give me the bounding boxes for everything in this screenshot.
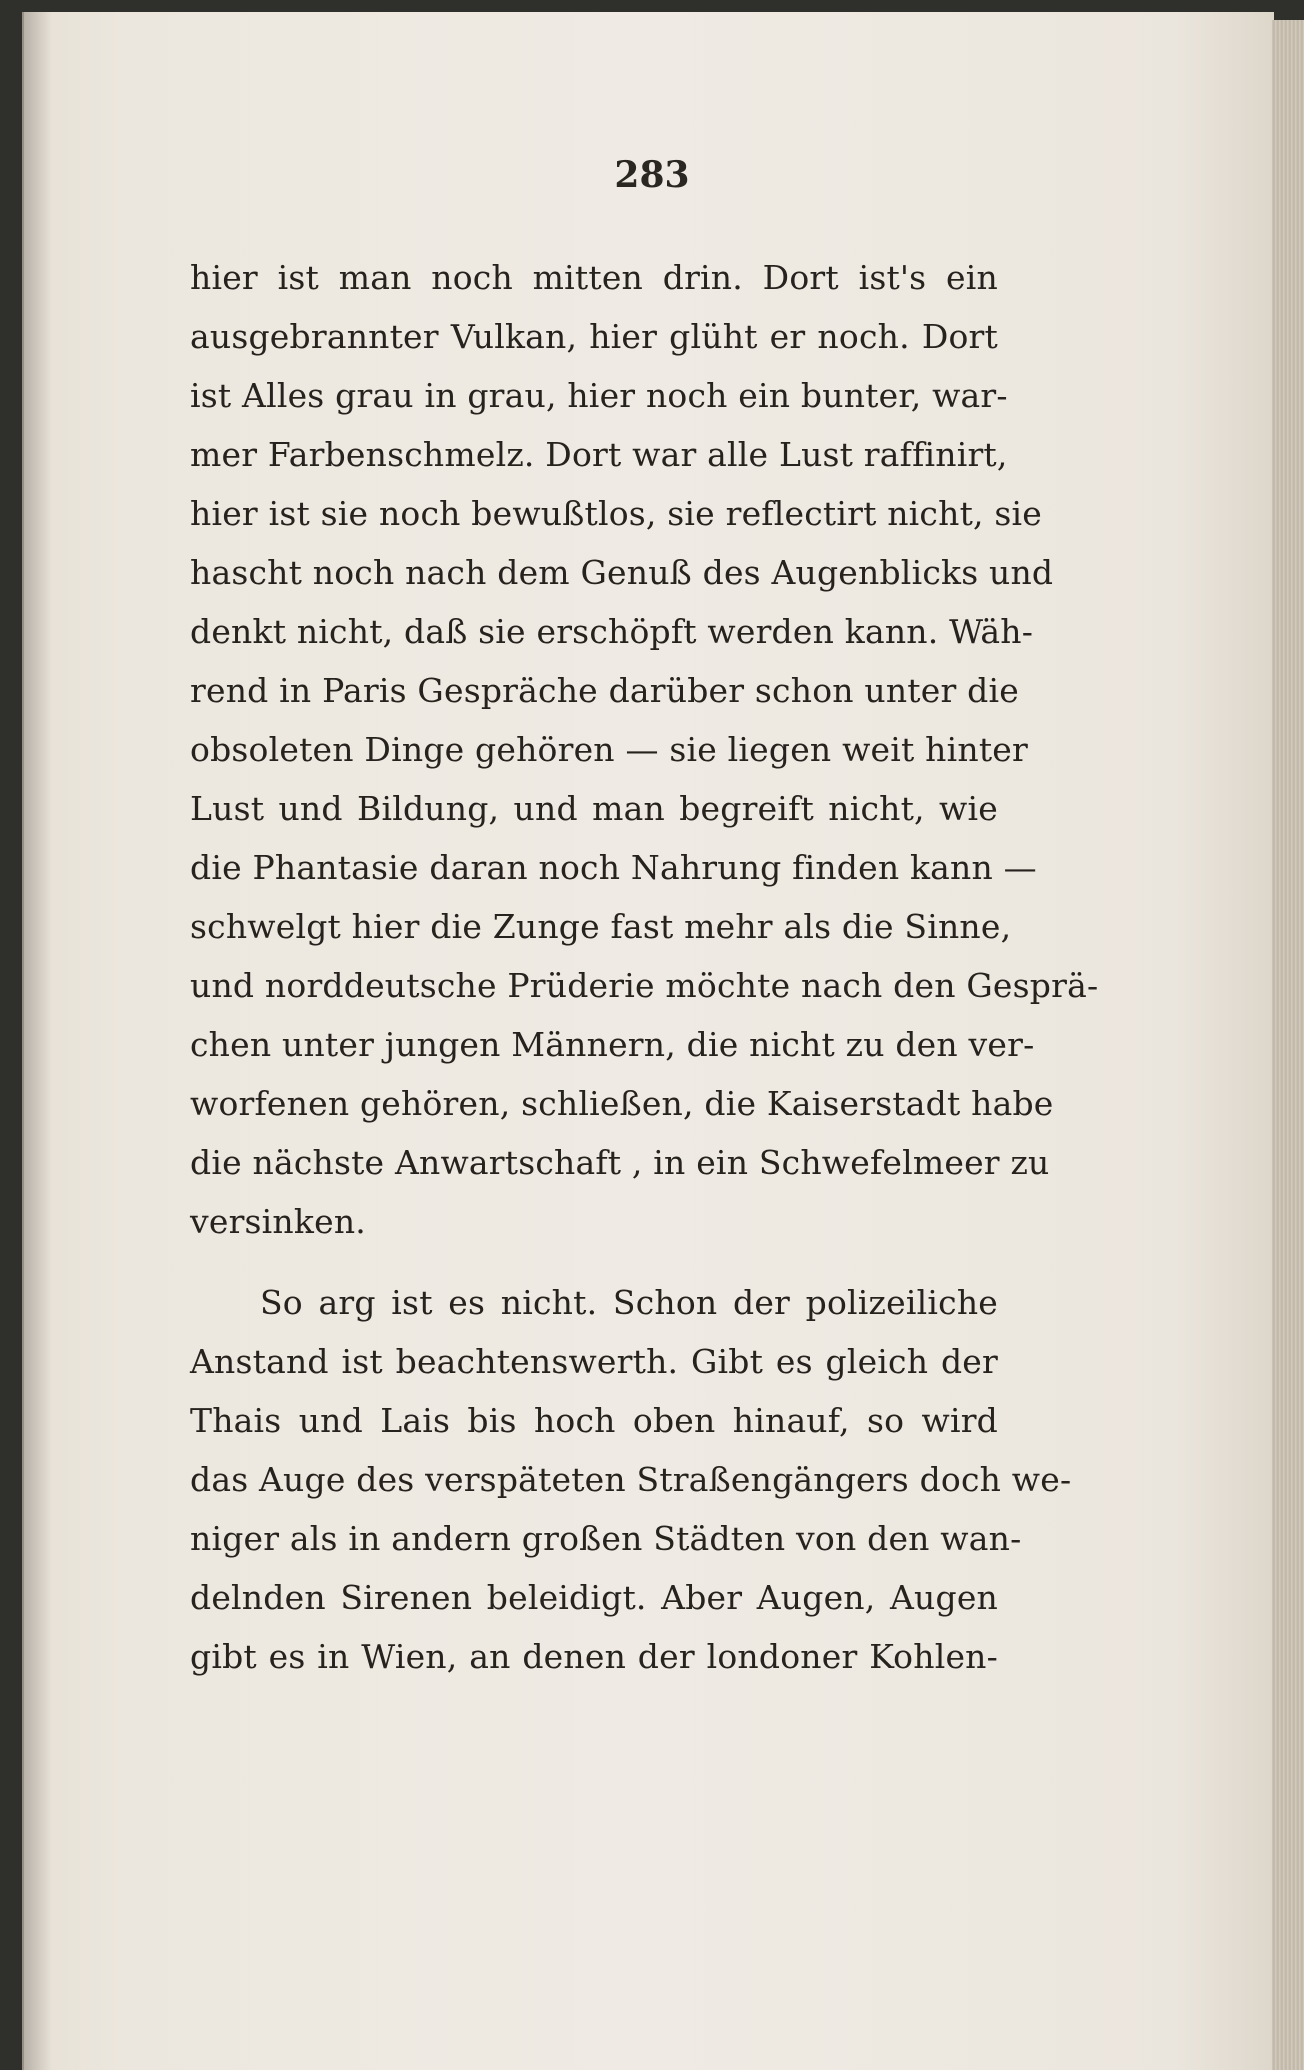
text-line: niger als in andern großen Städten von den wan- xyxy=(190,1519,1022,1558)
text-block xyxy=(190,248,1099,1686)
paragraph-gap xyxy=(190,1251,998,1273)
text-line: obsoleten Dinge gehören — sie liegen weit hinter xyxy=(190,730,1028,769)
text-line: mer Farbenschmelz. Dort war alle Lust raffinirt, xyxy=(190,435,1008,474)
text-line: ist Alles grau in grau, hier noch ein bunter, war- xyxy=(190,376,1008,415)
text-line: hascht noch nach dem Genuß des Augenblicks und xyxy=(190,553,1054,592)
text-line: worfenen gehören, schließen, die Kaiserstadt habe xyxy=(190,1084,1054,1123)
text-line: So arg ist es nicht. Schon der polizeiliche xyxy=(260,1283,998,1322)
text-line: hier ist sie noch bewußtlos, sie reflectirt nicht, sie xyxy=(190,494,1043,533)
paragraph-1 xyxy=(190,248,1099,1251)
text-line: gibt es in Wien, an denen der londoner Kohlen- xyxy=(190,1637,998,1676)
text-line: denkt nicht, daß sie erschöpft werden kann. Wäh- xyxy=(190,612,1034,651)
text-line: ausgebrannter Vulkan, hier glüht er noch. Dort xyxy=(190,317,998,356)
paragraph-2 xyxy=(190,1273,1072,1686)
text-line: Thais und Lais bis hoch oben hinauf, so wird xyxy=(190,1401,998,1440)
text-line: das Auge des verspäteten Straßengängers doch we- xyxy=(190,1460,1072,1499)
spine-shadow xyxy=(22,12,52,2070)
text-line: versinken. xyxy=(190,1202,366,1241)
text-line: delnden Sirenen beleidigt. Aber Augen, Augen xyxy=(190,1578,998,1617)
text-line: Lust und Bildung, und man begreift nicht, wie xyxy=(190,789,998,828)
text-line: die nächste Anwartschaft , in ein Schwefelmeer zu xyxy=(190,1143,1050,1182)
text-line: schwelgt hier die Zunge fast mehr als die Sinne, xyxy=(190,907,1012,946)
text-line: rend in Paris Gespräche darüber schon unter die xyxy=(190,671,1019,710)
text-line: und norddeutsche Prüderie möchte nach den Gesprä- xyxy=(190,966,1099,1005)
text-line: chen unter jungen Männern, die nicht zu den ver- xyxy=(190,1025,1035,1064)
page-number: 283 xyxy=(614,154,690,196)
page-edge xyxy=(1272,20,1304,2070)
text-line: die Phantasie daran noch Nahrung finden kann — xyxy=(190,848,1037,887)
text-line: Anstand ist beachtenswerth. Gibt es gleich der xyxy=(190,1342,998,1381)
text-line: hier ist man noch mitten drin. Dort ist's ein xyxy=(190,258,998,297)
